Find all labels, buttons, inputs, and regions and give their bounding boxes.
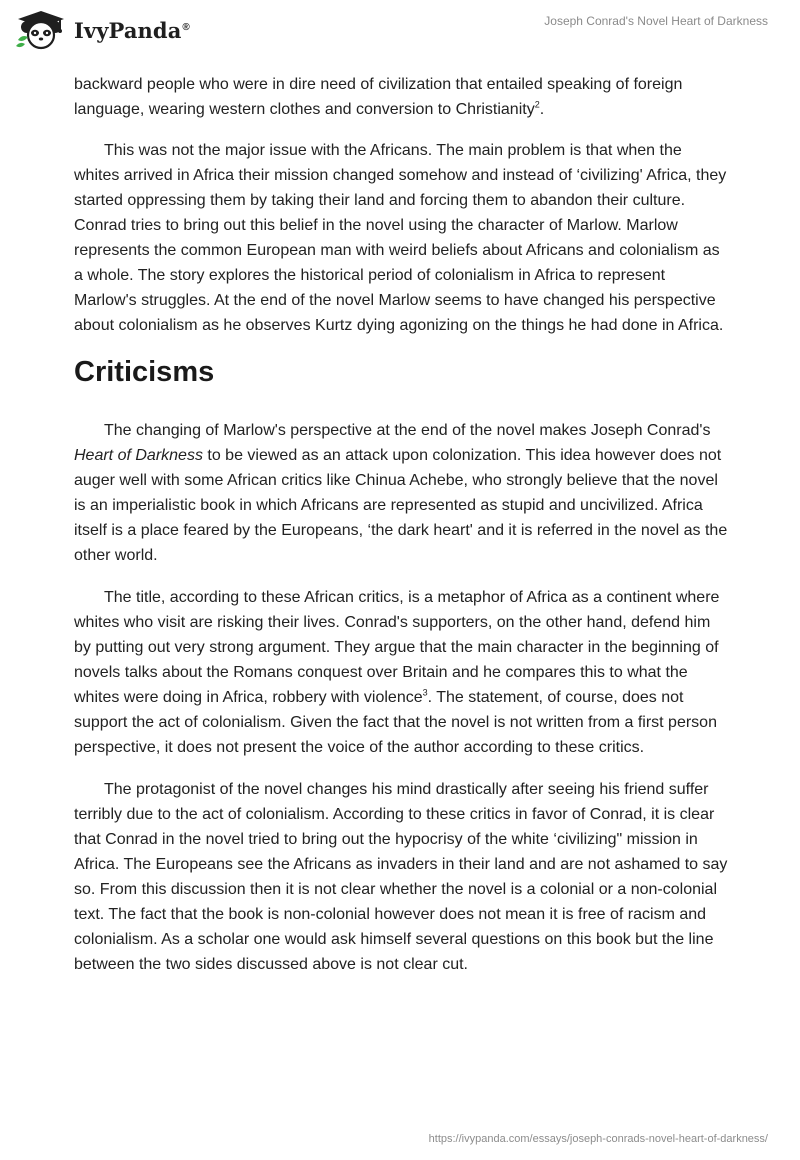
paragraph: backward people who were in dire need of civilization that entailed speaking of foreign language, wearing western clothes and conversion to Christianity$^2$. <box>74 76 683 118</box>
ivypanda-logo[interactable] <box>14 10 190 50</box>
document-title: Joseph Conrad's Novel Heart of Darkness <box>544 14 768 28</box>
essay-body <box>74 72 730 977</box>
logo-wordmark: IvyPanda® <box>74 17 190 43</box>
paragraph: The protagonist of the novel changes his mind drastically after seeing his friend suffer terribly due to the act of colonialism. According to these critics in favor of Conrad, it is clear that Conrad in the novel tried to bring out the hypocrisy of the white ‘civilizing" mission in Africa. The Europeans see the Africans as invaders in their land and are not ashamed to say so. From this discussion then it is not clear whether the novel is a colonial or a non-colonial text. The fact that the book is non-colonial however does not mean it is free of racism and colonialism. As a scholar one would ask himself several questions on this book but the line between the two sides discussed above is not clear cut. <box>74 781 728 973</box>
section-heading: Criticisms <box>74 356 215 388</box>
footnote-ref[interactable]: 3 <box>422 687 428 698</box>
paragraph: The title, according to these African critics, is a metaphor of Africa as a continent where whites who visit are risking their lives. Conrad's supporters, on the other hand, defend him by putting out very strong argument. They argue that the main character in the beginning of novels talks about the Romans conquest over Britain and he compares this to what the whites were doing in Africa, robbery with violence$^3$. The statement, of course, does not support the act of colonialism. Given the fact that the novel is not written from a first person perspective, it does not present the voice of the author according to these critics. <box>74 589 720 756</box>
footnote-ref[interactable]: 2 <box>534 99 540 110</box>
book-title: Heart of Darkness <box>74 447 203 464</box>
paragraph: This was not the major issue with the Africans. The main problem is that when the whites arrived in Africa their mission changed somehow and instead of ‘civilizing' Africa, they started oppressing them by taking their land and forcing them to abandon their culture. Conrad tries to bring out this belief in the novel using the character of Marlow. Marlow represents the common European man with weird beliefs about Africans and colonialism as a whole. The story explores the historical period of colonialism in Africa to represent Marlow's struggles. At the end of the novel Marlow seems to have changed his perspective about colonialism as he observes Kurtz dying agonizing on the things he had done in Africa. <box>74 142 727 334</box>
page-header <box>0 0 800 70</box>
registered-mark: ® <box>182 21 190 33</box>
source-url[interactable]: https://ivypanda.com/essays/joseph-conrads-novel-heart-of-darkness/ <box>428 1133 768 1145</box>
panda-graduation-cap-icon <box>14 10 68 50</box>
paragraph: The changing of Marlow's perspective at the end of the novel makes Joseph Conrad's Heart of Darkness to be viewed as an attack upon colonization. This idea however does not auger well with some African critics like Chinua Achebe, who strongly believe that the novel is an imperialistic book in which Africans are represented as stupid and uncivilized. Africa itself is a place feared by the Europeans, ‘the dark heart' and it is referred in the novel as the other world. <box>74 422 728 564</box>
